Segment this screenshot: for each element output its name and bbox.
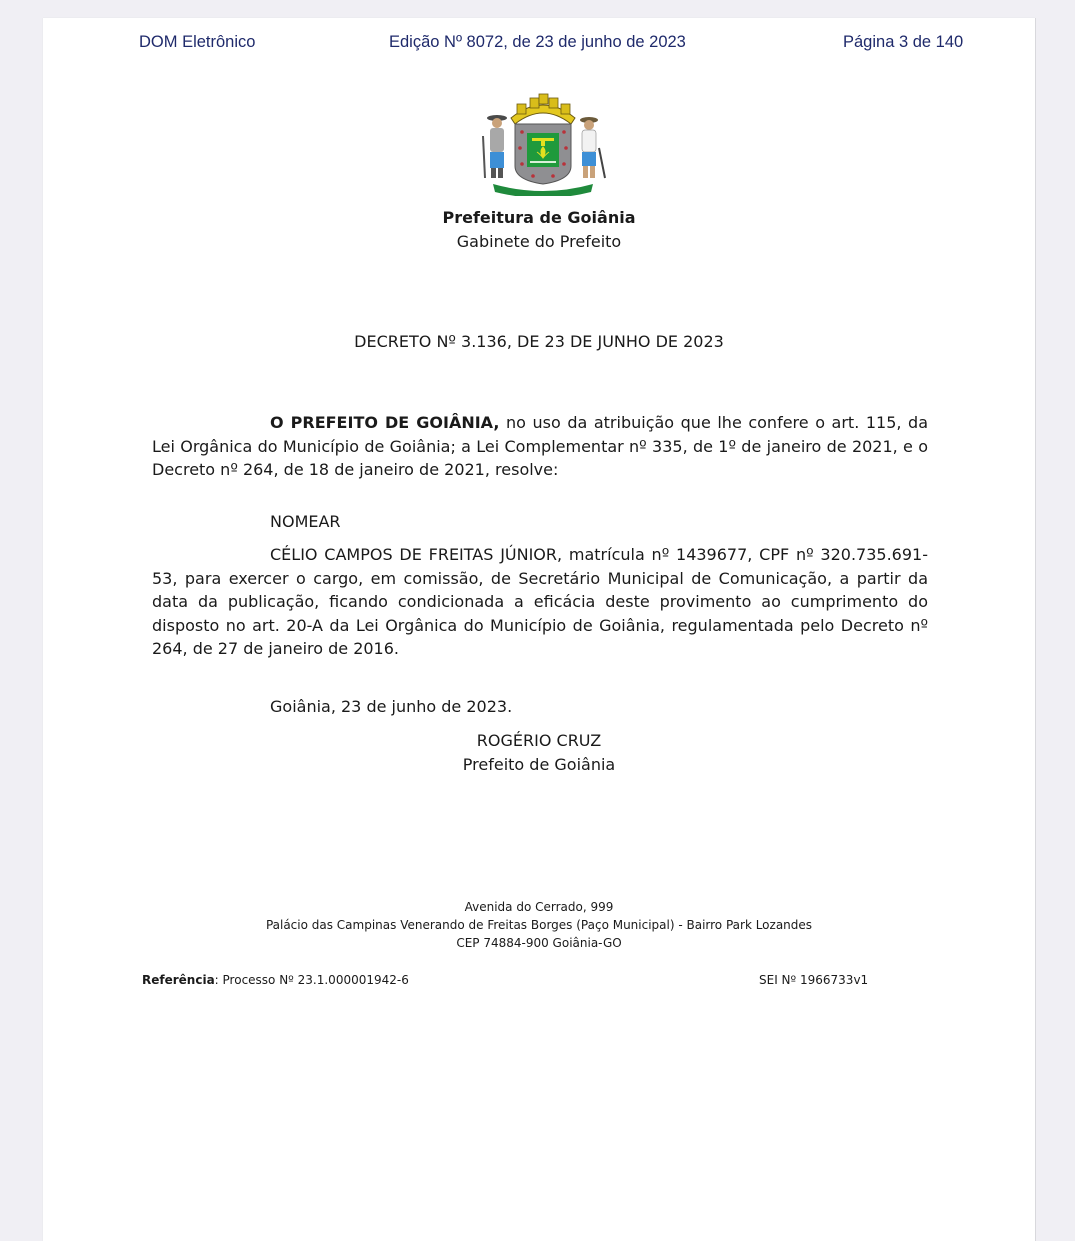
page-number: Página 3 de 140 xyxy=(843,33,964,51)
decree-body xyxy=(152,543,928,661)
decree-title: DECRETO Nº 3.136, DE 23 DE JUNHO DE 2023 xyxy=(354,332,724,351)
signer-name: ROGÉRIO CRUZ xyxy=(476,731,602,750)
address-line-3: CEP 74884-900 Goiânia-GO xyxy=(456,936,622,950)
reference-label: Referência xyxy=(142,973,215,987)
document-page xyxy=(43,18,1035,1241)
signer-title: Prefeito de Goiânia xyxy=(462,754,616,774)
right-figure-icon xyxy=(580,117,605,178)
edition-info: Edição Nº 8072, de 23 de junho de 2023 xyxy=(389,33,686,51)
reference xyxy=(142,973,409,987)
organization-name: Prefeitura de Goiânia xyxy=(442,208,636,227)
decree-body-text: CÉLIO CAMPOS DE FREITAS JÚNIOR, matrícula nº 1439677, CPF nº 320.735.691-53, para exercer o cargo, em comissão, de Secretário Municipal de Comunicação, a partir da data da publicação, ficando condicionada a eficácia deste provimento ao cumprimento do disposto no art. 20-A da Lei Orgânica do Município de Goiânia, regulamentada pelo Decreto nº 264, de 27 de janeiro de 2016. xyxy=(152,545,928,658)
decree-action: NOMEAR xyxy=(270,512,341,531)
preamble-text: no uso da atribuição que lhe confere o art. 115, da Lei Orgânica do Município de Goiânia; a Lei Complementar nº 335, de 1º de janeiro de 2021, e o Decreto nº 264, de 18 de janeiro de 2021, resolve: xyxy=(152,413,929,479)
reference-value: : Processo Nº 23.1.000001942-6 xyxy=(214,973,409,987)
left-figure-icon xyxy=(483,115,507,178)
organization-department: Gabinete do Prefeito xyxy=(456,232,622,251)
address-line-2: Palácio das Campinas Venerando de Freitas Borges (Paço Municipal) - Bairro Park Lozandes xyxy=(265,918,813,932)
address-line-1: Avenida do Cerrado, 999 xyxy=(464,900,614,914)
signature-block xyxy=(43,729,1035,776)
publication-name: DOM Eletrônico xyxy=(139,33,256,51)
decree-preamble xyxy=(152,411,928,482)
preamble-bold: O PREFEITO DE GOIÂNIA, xyxy=(270,413,500,432)
place-date: Goiânia, 23 de junho de 2023. xyxy=(270,697,513,716)
sei-number: SEI Nº 1966733v1 xyxy=(759,973,869,987)
crown-icon xyxy=(511,94,575,124)
coat-of-arms-icon xyxy=(473,88,613,196)
address-block xyxy=(43,898,1035,952)
